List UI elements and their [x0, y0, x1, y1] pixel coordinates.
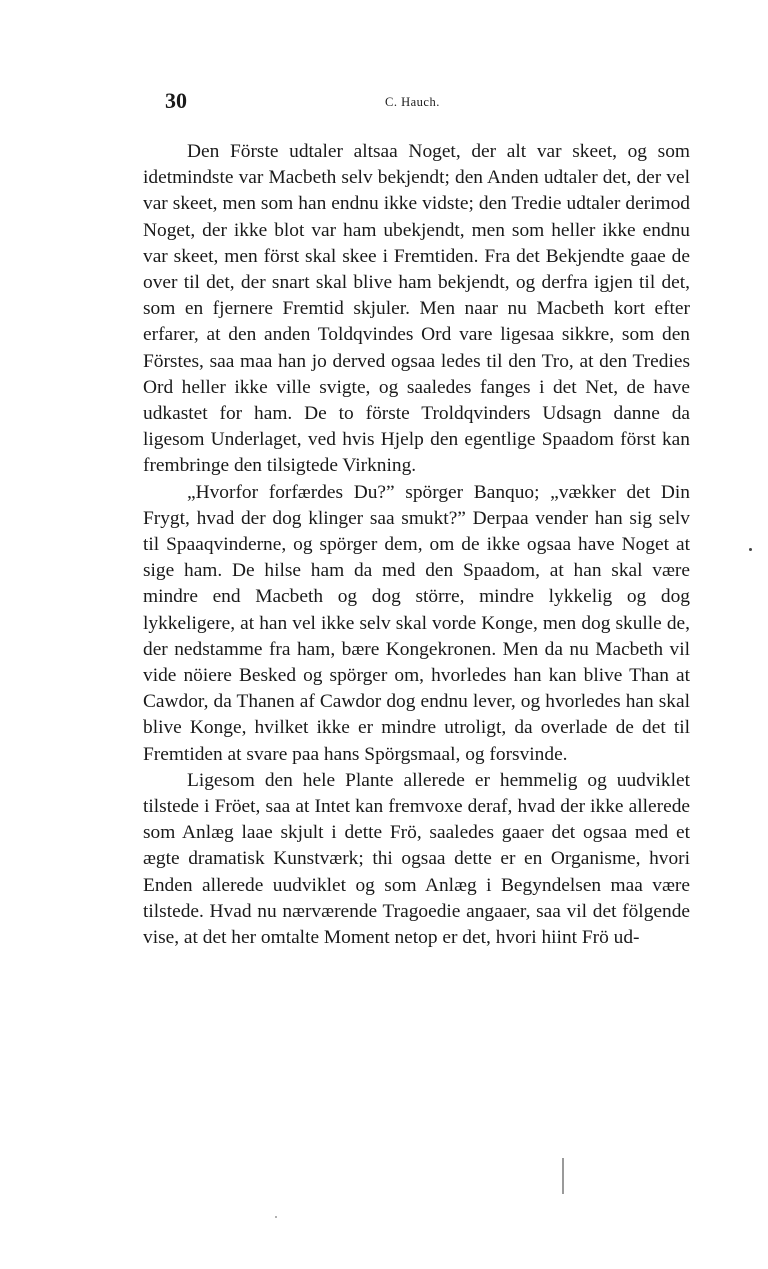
running-head: C. Hauch. — [385, 95, 440, 109]
page-number: 30 — [165, 88, 187, 113]
paragraph-1: Den Förste udtaler altsaa Noget, der alt var skeet, og som idetmindste var Macbeth selv bekjendt; den Anden udtaler det, der vel var skeet, men som han endnu ikke vidste; den Tredie udtaler derimod Noget, der ikke blot var ham ubekjendt, men som heller ikke endnu var skeet, men först skal skee i Fremtiden. Fra det Bekjendte gaae de over til det, der snart skal blive ham bekjendt, og derfra igjen til det, som en fjernere Fremtid skjuler. Men naar nu Macbeth kort efter erfarer, at den anden Toldqvindes Ord vare ligesaa sikkre, som den Förstes, saa maa han jo derved ogsaa ledes til den Tro, at den Tredies Ord heller ikke ville svigte, og saaledes fanges i det Net, de have udkastet for ham. De to förste Troldqvinders Udsagn danne da ligesom Underlaget, ved hvis Hjelp den egentlige Spaadom först kan frembringe den tilsigtede Virkning. — [143, 141, 690, 477]
paragraph-2: „Hvorfor forfærdes Du?” spörger Banquo; „vækker det Din Frygt, hvad der dog klinger saa smukt?” Derpaa vender han sig selv til Spaaqvinderne, og spörger dem, om de ikke ogsaa have Noget at sige ham. De hilse ham da med den Spaadom, at han skal være mindre end Macbeth og dog större, mindre lykkelig og dog lykkeligere, at han vel ikke selv skal vorde Konge, men dog skulle de, der nedstamme fra ham, bære Kongekronen. Men da nu Macbeth vil vide nöiere Besked og spörger om, hvorledes han kan blive Than at Cawdor, da Thanen af Cawdor dog endnu lever, og hvorledes han skal blive Konge, hvilket ikke er mindre utroligt, da overlade de det til Fremtiden at svare paa hans Spörgsmaal, og forsvinde. — [143, 481, 690, 765]
scan-speck-right — [749, 548, 752, 551]
paragraph-3: Ligesom den hele Plante allerede er hemmelig og uudviklet tilstede i Fröet, saa at Intet kan fremvoxe deraf, hvad der ikke allerede som Anlæg laae skjult i dette Frö, saaledes gaaer det ogsaa med et ægte dramatisk Kunstværk; thi ogsaa dette er en Organisme, hvori Enden allerede uudviklet og som Anlæg i Begyndelsen maa være tilstede. Hvad nu nærværende Tragoedie angaaer, saa vil det fölgende vise, at det her omtalte Moment netop er det, hvori hiint Frö ud- — [143, 769, 690, 949]
body-text — [143, 139, 690, 951]
scan-line-bottom-right — [562, 1158, 564, 1194]
page-header — [165, 88, 690, 116]
scan-speck-bottom — [275, 1216, 277, 1218]
